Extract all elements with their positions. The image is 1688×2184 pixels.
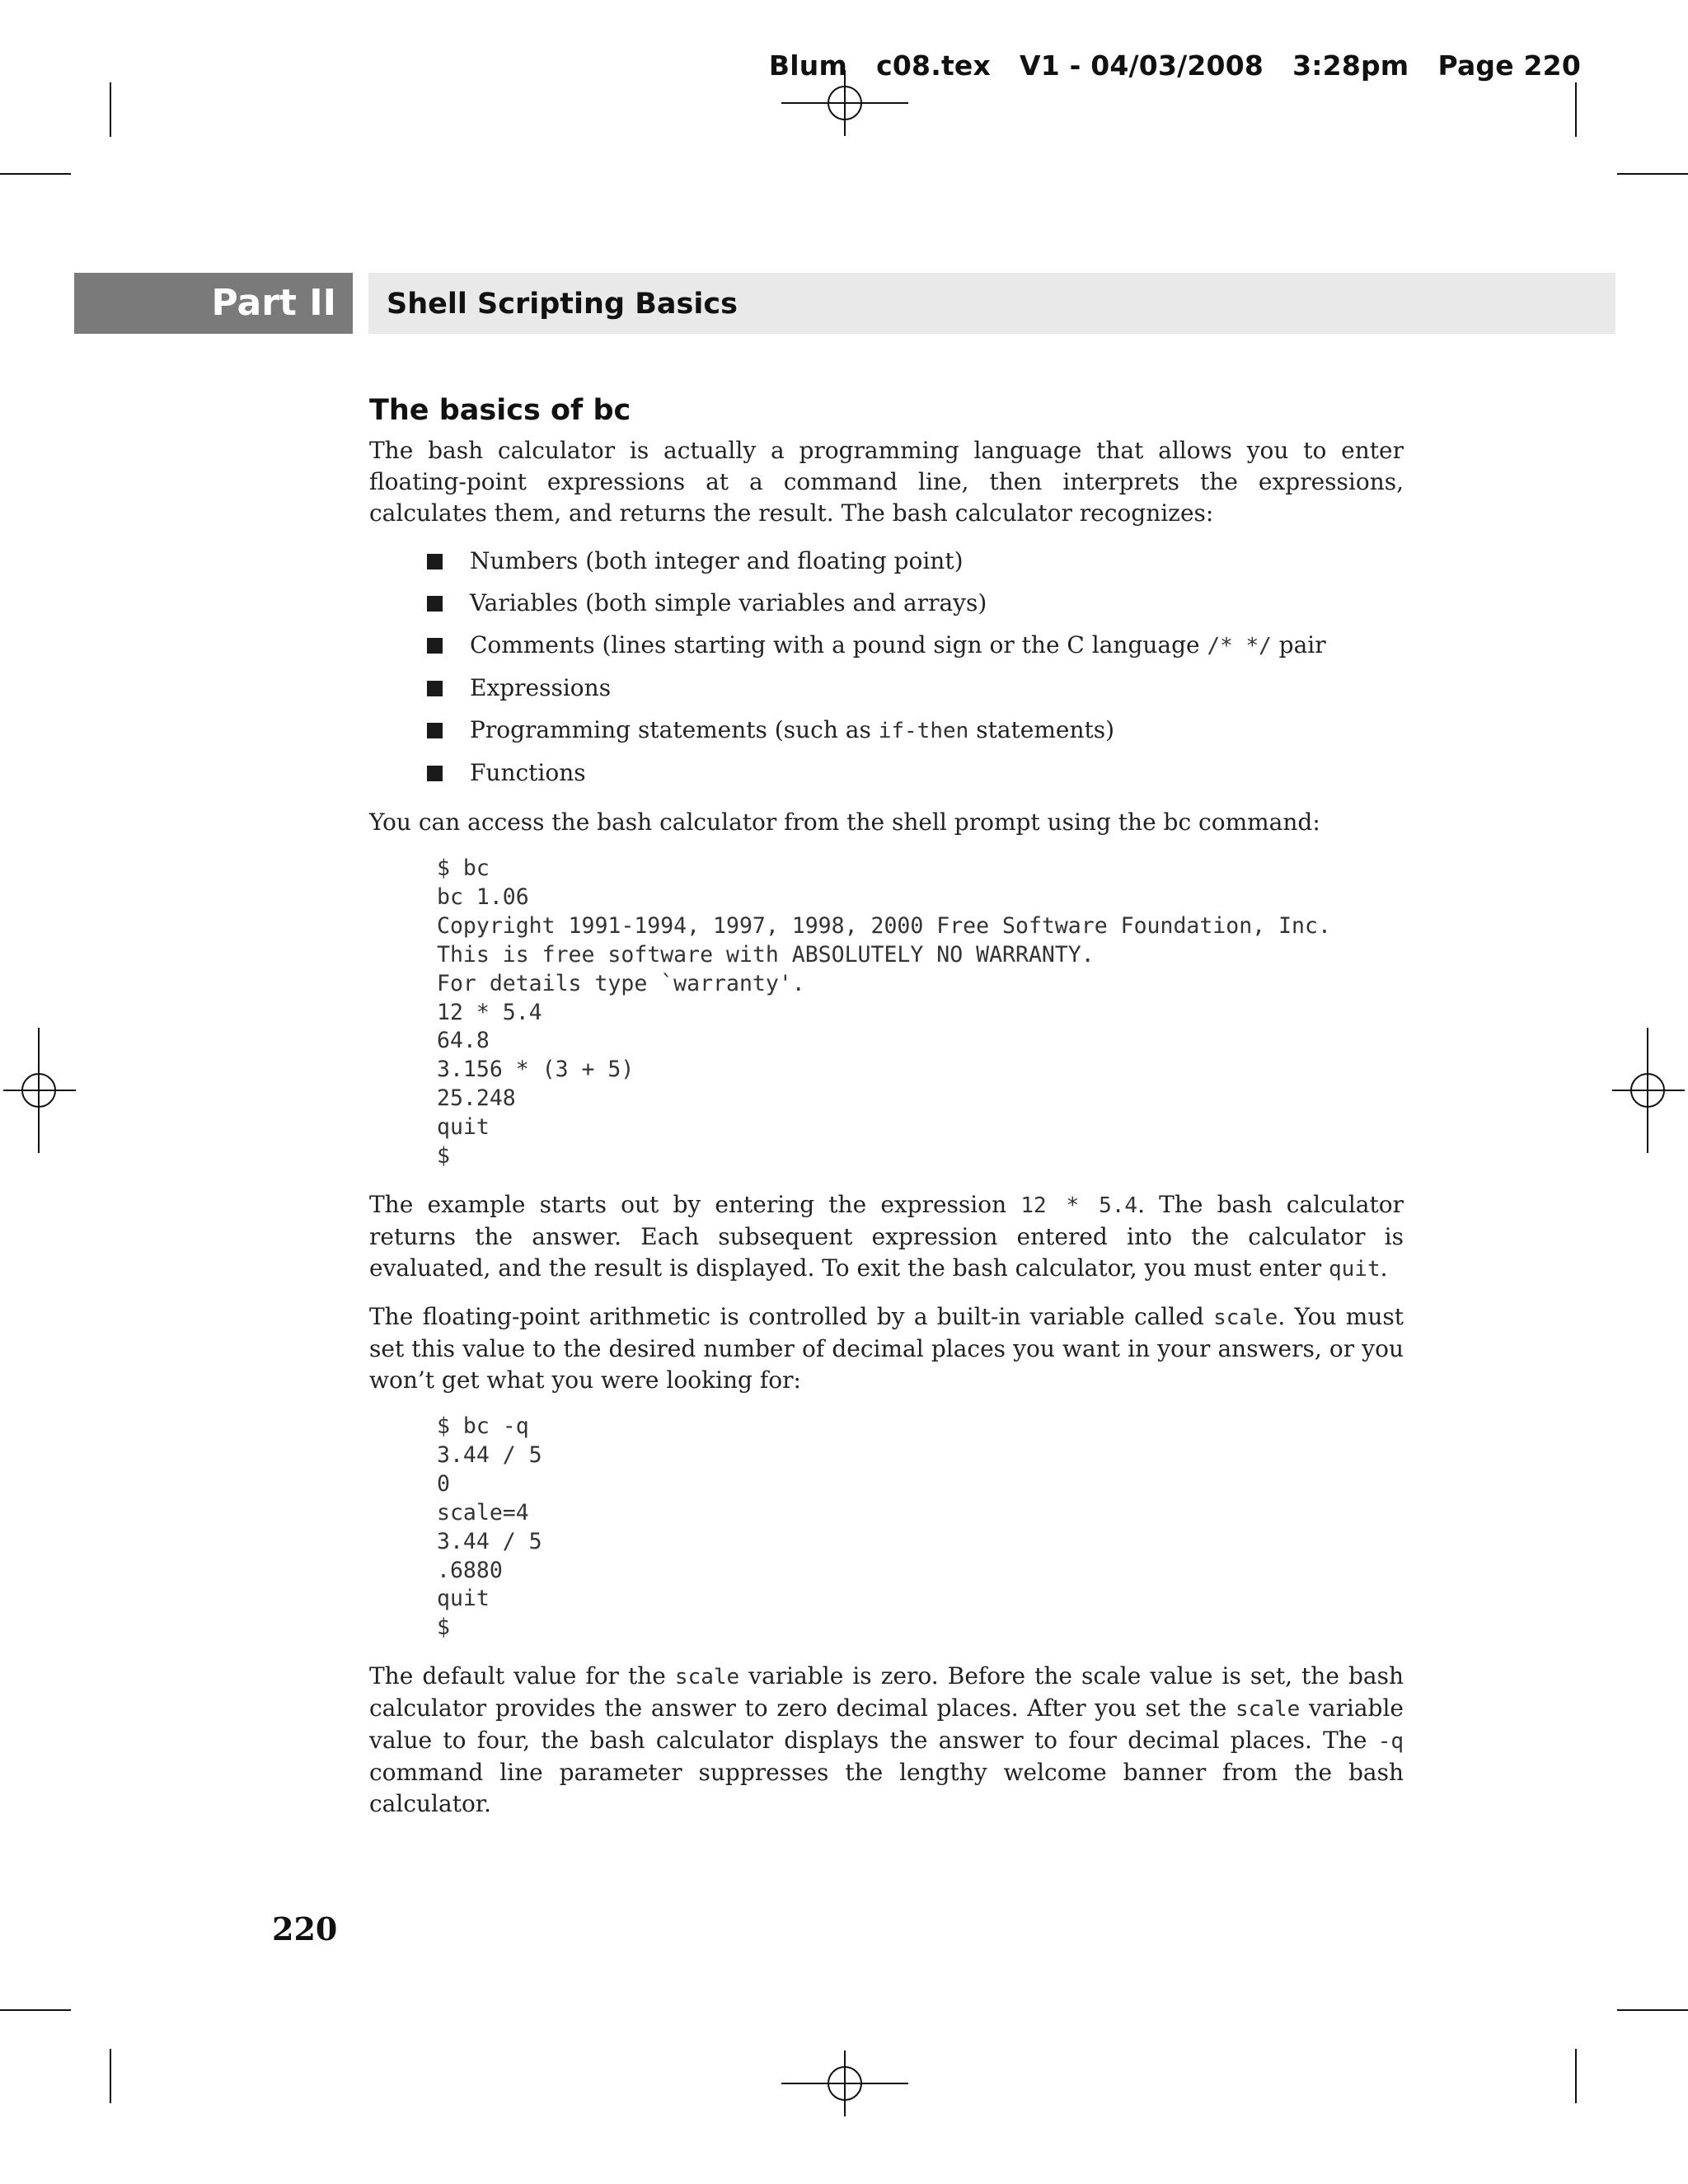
list-item: Functions <box>427 757 1404 789</box>
main-content <box>369 394 1404 1836</box>
inline-code: /* */ <box>1207 634 1272 658</box>
crop-mark-top-right-horizontal <box>1617 173 1688 175</box>
scale-paragraph: The floating-point arithmetic is controlled by a built-in variable called scale. You must set this value to the desired number of decimal places you want in your answers, or you won’t get what you were looking for: <box>369 1302 1404 1394</box>
crop-mark-top-right-vertical <box>1575 82 1577 137</box>
bullet-square-icon <box>427 723 443 738</box>
list-item: Numbers (both integer and floating point) <box>427 546 1404 577</box>
part-title: Shell Scripting Basics <box>368 273 1615 334</box>
default-scale-paragraph: The default value for the scale variable is zero. Before the scale value is set, the bash calculator provides the answer to zero decimal places. After you set the scale variable value to four, the bash calculator displays the answer to four decimal places. The -q command line parameter suppresses the lengthy welcome banner from the bash calculator. <box>369 1662 1404 1818</box>
code-listing-bc-session: $ bc bc 1.06 Copyright 1991-1994, 1997, 1998, 2000 Free Software Foundation, Inc. This is free software with ABSOLUTELY NO WARRANTY. For details type `warranty'. 12 * 5.4 64.8 3.156 * (3 + 5) 25.248 quit $ <box>437 855 1331 1169</box>
inline-code: 12 * 5.4 <box>1020 1193 1138 1218</box>
crop-mark-top-left-horizontal <box>0 173 71 175</box>
inline-code: -q <box>1377 1729 1404 1755</box>
crop-mark-top-left-vertical <box>110 82 111 137</box>
crop-mark-bottom-left-vertical <box>110 2049 111 2103</box>
crop-mark-bottom-right-vertical <box>1575 2049 1577 2103</box>
list-item: Comments (lines starting with a pound sign or the C language /* */ pair <box>427 630 1404 662</box>
registration-mark-bottom <box>775 2046 915 2121</box>
inline-code: if-then <box>878 719 969 743</box>
intro-paragraph: The bash calculator is actually a programming language that allows you to enter floating-point expressions at a command line, then interprets the expressions, calculates them, and returns the result. The bash calculator recognizes: <box>369 437 1404 527</box>
inline-code: quit <box>1328 1256 1381 1282</box>
page-number: 220 <box>272 1910 338 1947</box>
inline-code: scale <box>1236 1697 1301 1722</box>
bullet-square-icon <box>427 681 443 696</box>
running-head-slug: Blum c08.tex V1 - 04/03/2008 3:28pm Page 220 <box>768 49 1581 82</box>
registration-mark-left <box>0 1024 79 1156</box>
list-item: Programming statements (such as if-then statements) <box>427 715 1404 747</box>
section-title: The basics of bc <box>369 394 631 427</box>
crop-mark-bottom-left-horizontal <box>0 2009 71 2011</box>
bullet-square-icon <box>427 638 443 654</box>
feature-list <box>427 546 1404 789</box>
bullet-square-icon <box>427 554 443 569</box>
part-label: Part II <box>74 273 353 334</box>
inline-code: scale <box>1213 1305 1278 1330</box>
example-paragraph: The example starts out by entering the expression 12 * 5.4. The bash calculator returns the answer. Each subsequent expression entered into the calculator is evaluated, and the result is displayed. To exit the bash calculator, you must enter quit. <box>369 1190 1404 1282</box>
access-paragraph: You can access the bash calculator from the shell prompt using the bc command: <box>369 808 1320 836</box>
list-item: Variables (both simple variables and arrays) <box>427 588 1404 619</box>
inline-code: scale <box>674 1665 740 1690</box>
bullet-square-icon <box>427 766 443 781</box>
crop-mark-bottom-right-horizontal <box>1617 2009 1688 2011</box>
code-listing-scale-session: $ bc -q 3.44 / 5 0 scale=4 3.44 / 5 .6880 quit $ <box>437 1413 542 1641</box>
bullet-square-icon <box>427 596 443 612</box>
list-item: Expressions <box>427 673 1404 704</box>
registration-mark-right <box>1609 1024 1688 1156</box>
